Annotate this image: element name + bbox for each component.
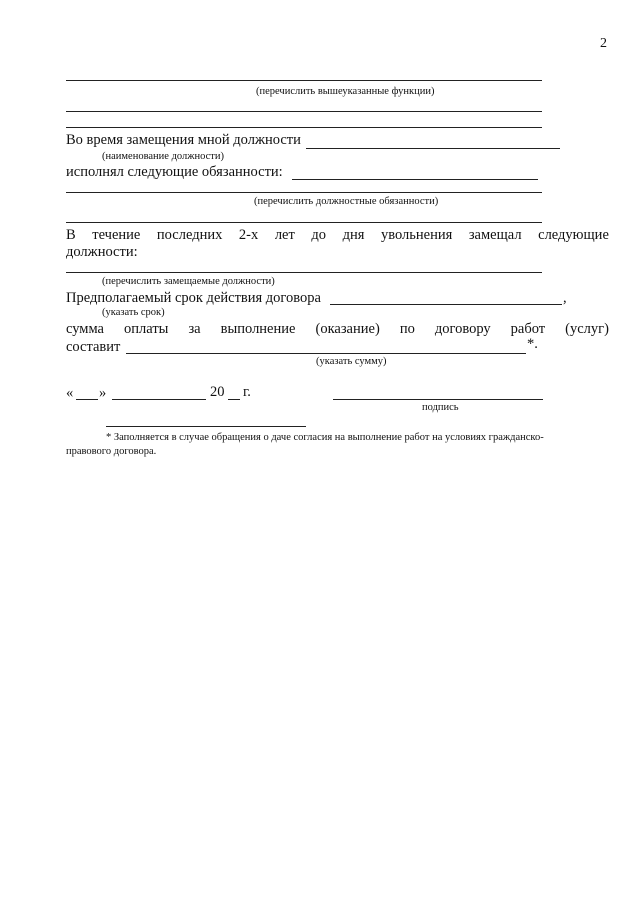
blank-line <box>66 192 542 193</box>
footnote-line-2: правового договора. <box>66 446 157 457</box>
word: увольнения <box>380 227 453 243</box>
word: дня <box>342 227 365 243</box>
duties-field[interactable] <box>292 179 538 180</box>
word: выполнение <box>220 321 296 337</box>
word: до <box>311 227 327 243</box>
positions-label: должности: <box>66 244 138 260</box>
caption-amount: (указать сумму) <box>316 356 387 367</box>
caption-term: (указать срок) <box>102 307 165 318</box>
word: лет <box>274 227 295 243</box>
caption-positions-held: (перечислить замещаемые должности) <box>102 276 275 287</box>
date-open-quote: « <box>66 385 74 401</box>
word: замещал <box>468 227 522 243</box>
will-be-label: составит <box>66 339 121 355</box>
performed-duties-label: исполнял следующие обязанности: <box>66 164 283 180</box>
caption-signature: подпись <box>422 402 459 413</box>
year-prefix: 20 <box>210 384 225 400</box>
comma: , <box>563 290 567 306</box>
blank-line <box>66 127 542 128</box>
caption-duties: (перечислить должностные обязанности) <box>254 196 439 207</box>
date-close-quote: » <box>99 385 107 401</box>
word: (услуг) <box>565 321 609 337</box>
word: 2-х <box>238 227 259 243</box>
month-field[interactable] <box>112 399 206 400</box>
word: за <box>188 321 201 337</box>
contract-term-label: Предполагаемый срок действия договора <box>66 290 321 306</box>
caption-position-name: (наименование должности) <box>102 151 225 162</box>
year-field[interactable] <box>228 399 240 400</box>
word: по <box>399 321 415 337</box>
word: оплаты <box>124 321 169 337</box>
word: следующие <box>538 227 609 243</box>
word: договору <box>434 321 491 337</box>
year-suffix: г. <box>243 384 251 400</box>
amount-field[interactable] <box>126 353 526 354</box>
page-number: 2 <box>600 36 607 51</box>
term-field[interactable] <box>330 304 562 305</box>
blank-line <box>66 80 542 81</box>
caption-functions: (перечислить вышеуказанные функции) <box>256 86 435 97</box>
word: сумма <box>66 321 104 337</box>
word: В <box>66 227 76 243</box>
signature-field[interactable] <box>333 399 543 400</box>
last-two-years-line <box>66 227 609 244</box>
during-position-label: Во время замещения мной должности <box>66 132 301 148</box>
positions-held-field[interactable] <box>66 272 542 273</box>
footnote-separator <box>106 426 306 427</box>
word: последних <box>156 227 223 243</box>
word: работ <box>510 321 546 337</box>
day-field[interactable] <box>76 399 98 400</box>
word: течение <box>92 227 141 243</box>
footnote-line-1: * Заполняется в случае обращения о даче согласия на выполнение работ на условиях гражданско- <box>106 432 544 443</box>
word: (оказание) <box>315 321 380 337</box>
blank-line <box>66 111 542 112</box>
asterisk-dot: *. <box>527 336 538 352</box>
blank-line <box>66 222 542 223</box>
position-name-field[interactable] <box>306 148 560 149</box>
